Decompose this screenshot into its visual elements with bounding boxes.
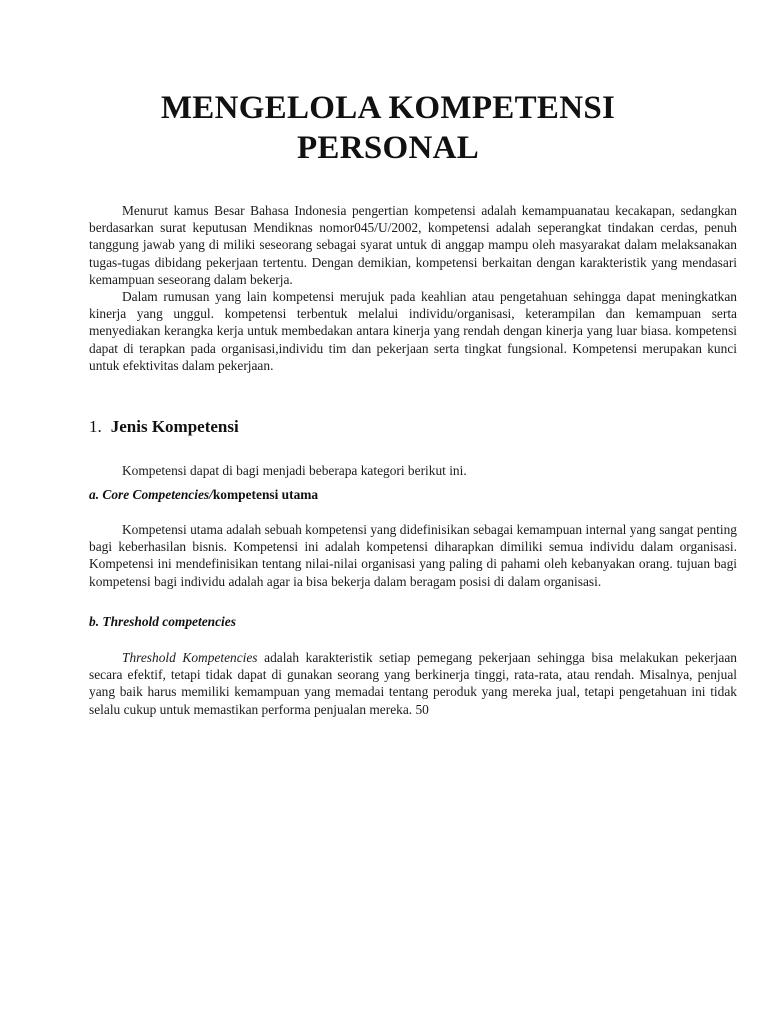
document-title bbox=[88, 88, 688, 168]
core-competencies-section bbox=[89, 521, 737, 590]
section-intro-text: Kompetensi dapat di bagi menjadi beberapa kategori berikut ini. bbox=[122, 463, 467, 478]
intro-paragraph-2: Dalam rumusan yang lain kompetensi merujuk pada keahlian atau pengetahuan sehingga dapat meningkatkan kinerja yang unggul. kompetensi terbentuk melalui individu/organisasi, keterampilan dan kemampuan serta menyediakan kerangka kerja untuk membedakan antara kinerja yang rendah dengan kinerja yang luar biasa. kompetensi dapat di terapkan pada organisasi,individu tim dan pekerjaan serta tingkat fungsional. Kompetensi merupakan kunci untuk efektivitas dalam pekerjaan. bbox=[89, 289, 737, 373]
threshold-competencies-section bbox=[89, 649, 737, 718]
section-title: Jenis Kompetensi bbox=[110, 417, 239, 436]
section-number: 1. bbox=[89, 417, 102, 436]
intro-paragraph-1: Menurut kamus Besar Bahasa Indonesia pengertian kompetensi adalah kemampuanatau kecakapan, sedangkan berdasarkan surat keputusan Mendiknas nomor045/U/2002, kompetensi adalah seperangkat tindakan cerdas, penuh tanggung jawab yang di miliki seseorang sebagai syarat untuk di anggap mampu oleh masyarakat dalam melaksanakan tugas-tugas dibidang pekerjaan tertentu. Dengan demikian, kompetensi berkaitan dengan karakteristik yang mendasari kemampuan seseorang dalam bekerja. bbox=[89, 203, 737, 287]
title-line-1: MENGELOLA KOMPETENSI bbox=[160, 90, 616, 126]
core-competencies-paragraph: Kompetensi utama adalah sebuah kompetensi yang didefinisikan sebagai kemampuan internal yang sangat penting bagi keberhasilan bisnis. Kompetensi ini adalah kompetensi diharapkan dimiliki semua individu dalam organisasi. Kompetensi ini mendefinisikan tentang nilai-nilai organisasi yang paling di pahami oleh kebanyakan orang. tujuan bagi kompetensi bagi individu adalah agar ia bisa bekerja dalam beragam posisi di dalam organisasi. bbox=[89, 522, 737, 589]
subheading-core-competencies bbox=[89, 486, 318, 503]
intro-section bbox=[89, 202, 737, 374]
subheading-threshold-competencies: b. Threshold competencies bbox=[89, 614, 236, 629]
threshold-lead-italic: Threshold Kompetencies bbox=[122, 650, 258, 665]
subheading-a-italic: a. Core Competencies/ bbox=[89, 487, 213, 502]
subheading-a-bold: kompetensi utama bbox=[212, 487, 319, 502]
title-line-2: PERSONAL bbox=[296, 130, 480, 166]
threshold-paragraph-text: adalah karakteristik setiap pemegang pekerjaan sehingga bisa melakukan pekerjaan secara efektif, tetapi tidak dapat di gunakan seorang yang berkinerja tinggi, rata-rata, atau rendah. Misalnya, penjual yang baik harus memiliki kemampuan yang memadai tentang peroduk yang mereka jual, tetapi pengetahuan ini tidak selalu cukup untuk memastikan performa penjualan mereka. 50 bbox=[89, 650, 737, 717]
threshold-competencies-paragraph bbox=[89, 649, 737, 718]
section-heading-jenis-kompetensi bbox=[89, 416, 239, 438]
